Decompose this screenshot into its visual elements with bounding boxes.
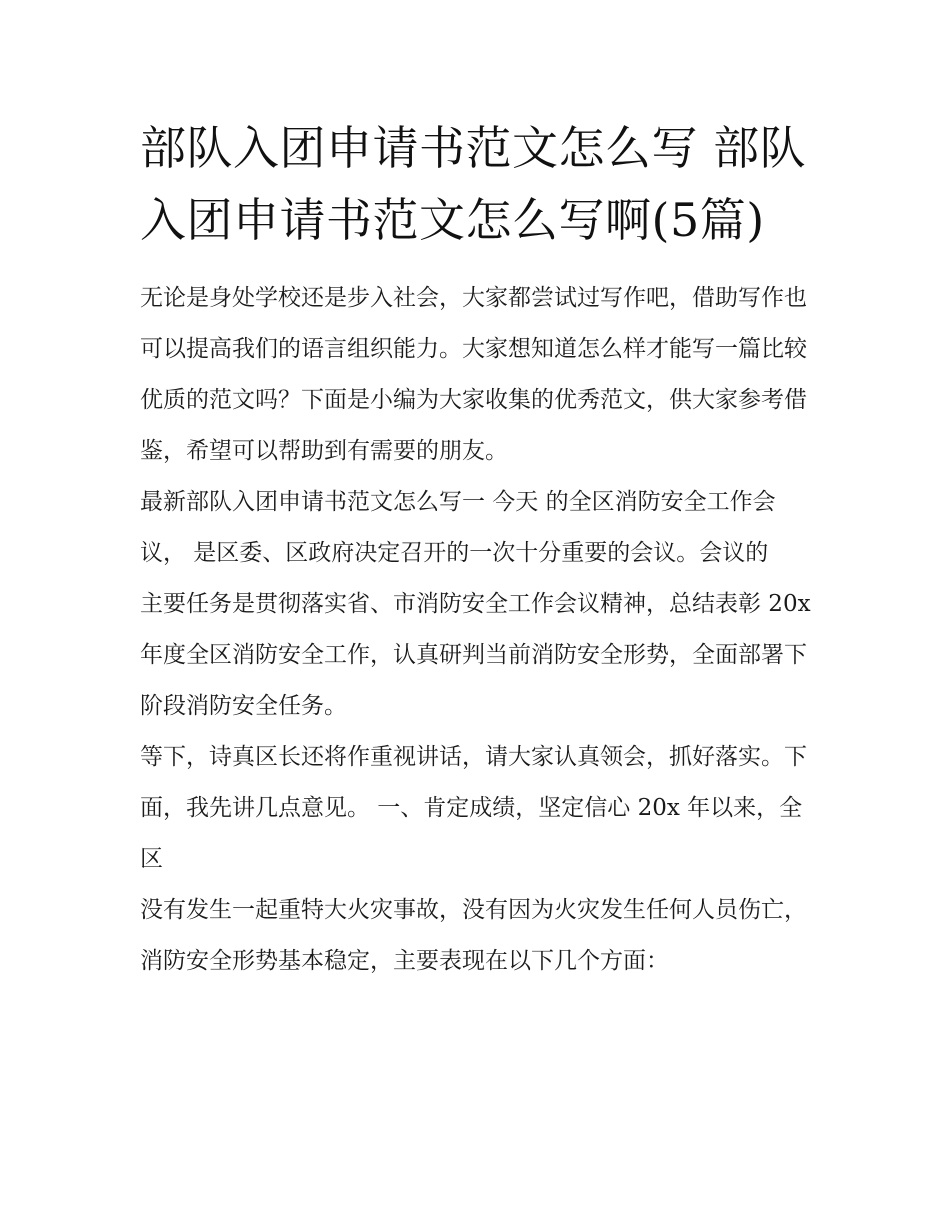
body-paragraph: 主要任务是贯彻落实省、市消防安全工作会议精神，总结表彰 20x 年度全区消防安全工作，认真研判当前消防安全形势，全面部署下阶段消防安全任务。 xyxy=(140,591,811,719)
document-title: 部队入团申请书范文怎么写 部队入团申请书范文怎么写啊(5篇) xyxy=(140,121,807,247)
body-paragraph: 最新部队入团申请书范文怎么写一 今天 的全区消防安全工作会议， 是区委、区政府决定召开的一次十分重要的会议。会议的 xyxy=(140,489,776,566)
intro-paragraph: 无论是身处学校还是步入社会，大家都尝试过写作吧，借助写作也可以提高我们的语言组织能力。大家想知道怎么样才能写一篇比较优质的范文吗？下面是小编为大家收集的优秀范文，供大家参考借鉴，希望可以帮助到有需要的朋友。 xyxy=(140,285,807,464)
body-paragraph: 没有发生一起重特大火灾事故，没有因为火灾发生任何人员伤亡，消防安全形势基本稳定，主要表现在以下几个方面： xyxy=(140,897,807,974)
body-paragraph: 等下，诗真区长还将作重视讲话，请大家认真领会，抓好落实。下面，我先讲几点意见。 一、肯定成绩，坚定信心 20x 年以来，全区 xyxy=(140,744,807,872)
document-body xyxy=(140,112,820,987)
